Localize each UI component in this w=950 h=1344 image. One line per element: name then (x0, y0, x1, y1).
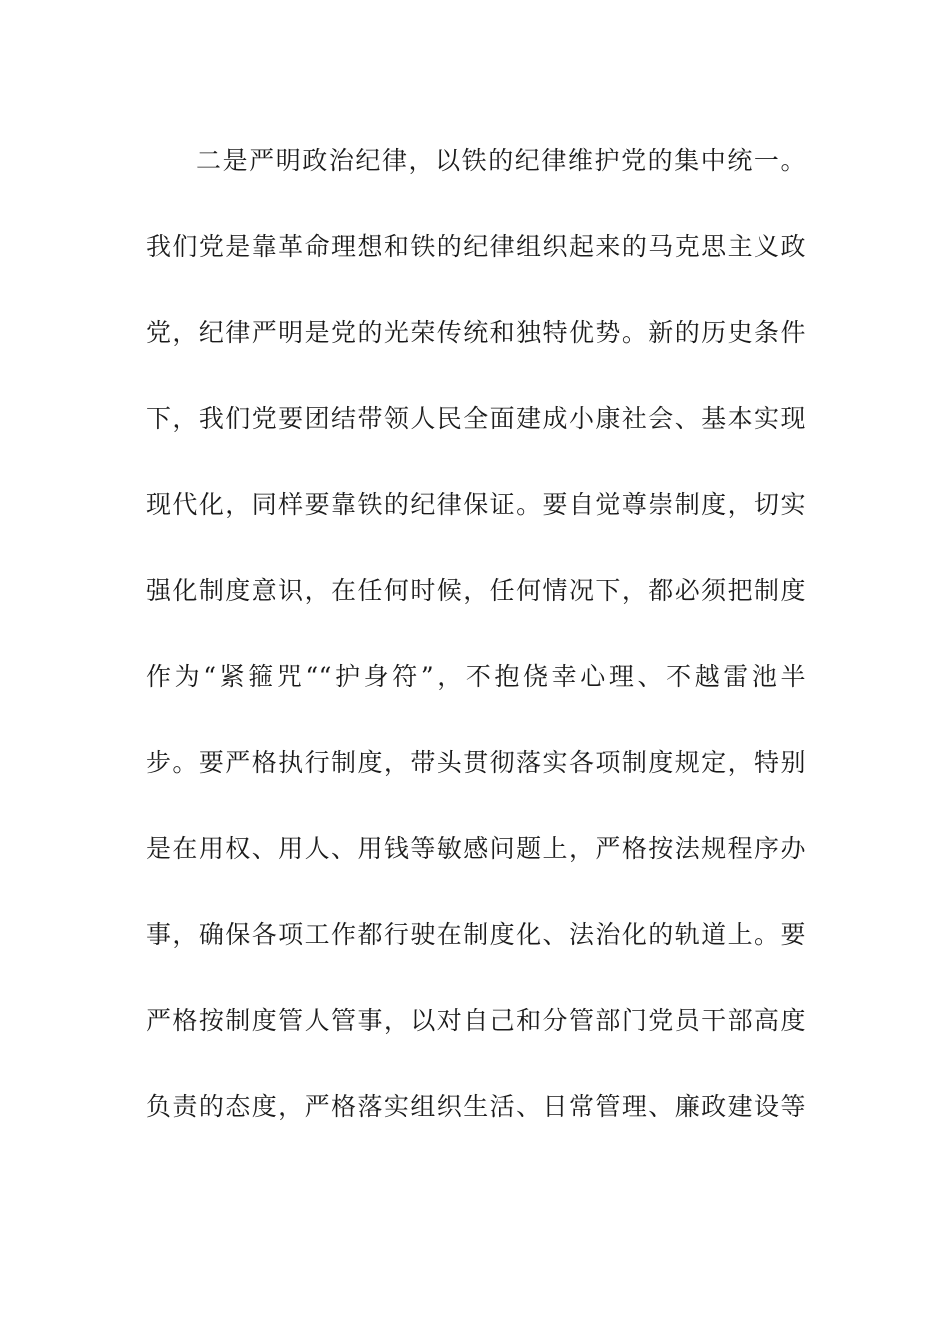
paragraph-line-7: 作为“紧箍咒““护身符”，不抱侥幸心理、不越雷池半 (146, 662, 806, 691)
paragraph-line-2: 我们党是靠革命理想和铁的纪律组织起来的马克思主义政 (146, 232, 806, 261)
paragraph-line-9: 是在用权、用人、用钱等敏感问题上，严格按法规程序办 (146, 834, 806, 863)
paragraph-line-6: 强化制度意识，在任何时候，任何情况下，都必须把制度 (146, 576, 806, 605)
paragraph-line-11: 严格按制度管人管事，以对自己和分管部门党员干部高度 (146, 1006, 806, 1035)
paragraph-line-8: 步。要严格执行制度，带头贯彻落实各项制度规定，特别 (146, 748, 806, 777)
paragraph-line-12: 负责的态度，严格落实组织生活、日常管理、廉政建设等 (146, 1092, 806, 1121)
paragraph-line-3: 党，纪律严明是党的光荣传统和独特优势。新的历史条件 (146, 318, 806, 347)
paragraph-line-10: 事，确保各项工作都行驶在制度化、法治化的轨道上。要 (146, 920, 806, 949)
body-paragraph (146, 136, 806, 1168)
paragraph-line-1: 二是严明政治纪律，以铁的纪律维护党的集中统一。 (196, 146, 806, 175)
paragraph-line-5: 现代化，同样要靠铁的纪律保证。要自觉尊崇制度，切实 (146, 490, 806, 519)
paragraph-line-4: 下，我们党要团结带领人民全面建成小康社会、基本实现 (146, 404, 806, 433)
